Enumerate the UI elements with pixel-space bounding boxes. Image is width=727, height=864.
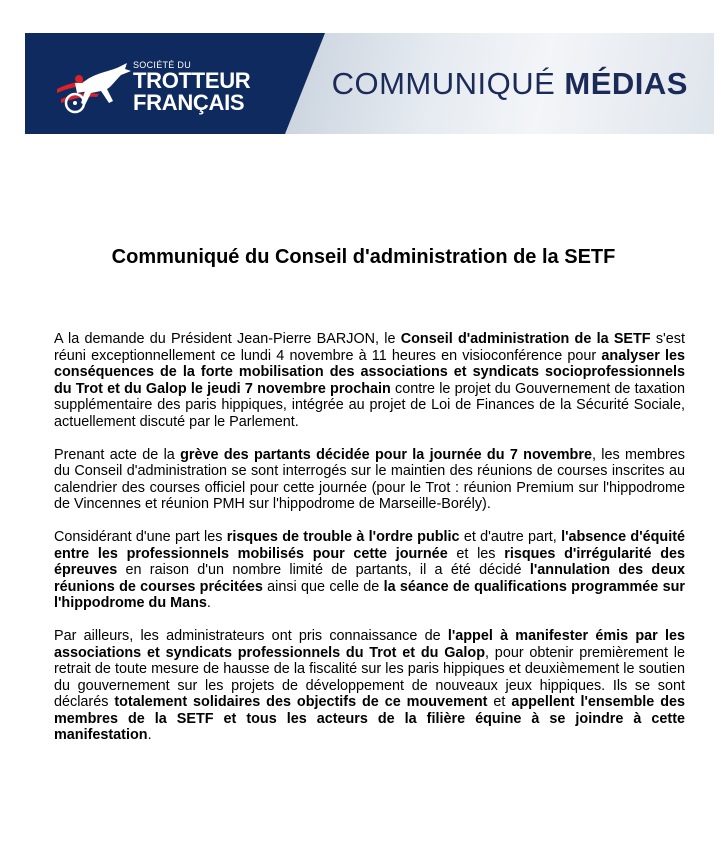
bold-text-run: totalement solidaires des objectifs de ce mouvement (114, 694, 488, 711)
text-run: Prenant acte de la (54, 446, 181, 463)
text-run: Considérant d'une part les (54, 528, 227, 545)
header-banner (25, 33, 714, 134)
paragraph-2 (54, 447, 685, 513)
banner-title-area (285, 33, 714, 134)
bold-text-run: l'absence d'équité entre les professionnels mobilisés pour cette journée (54, 528, 685, 562)
bold-text-run: la séance de qualifications programmée sur l'hippodrome du Mans (54, 578, 685, 612)
text-run: . (147, 727, 152, 744)
text-run: , pour obtenir premièrement le retrait de toute mesure de hausse de la fiscalité sur les paris hippiques et deuxièmement le soutien du gouvernement sur les projets de développement de nouveaux jeux hippiques. Ils se sont déclarés (54, 644, 685, 711)
bold-text-run: Conseil d'administration de la SETF (400, 331, 651, 347)
banner-title (332, 66, 688, 102)
text-run: contre le projet du Gouvernement de taxation supplémentaire des paris hippiques, intégrée au projet de Loi de Finances de la Sécurité Sociale, actuellement discuté par le Parlement. (54, 380, 685, 430)
bold-text-run: risques d'irrégularité des épreuves (54, 545, 686, 579)
text-run: ainsi que celle de (262, 578, 384, 595)
document-body (54, 331, 685, 744)
text-run: et les (447, 545, 505, 562)
document-title: Communiqué du Conseil d'administration de la SETF (111, 246, 616, 268)
text-run: et (487, 694, 512, 711)
bold-text-run: grève des partants décidée pour la journée du 7 novembre (180, 446, 592, 463)
text-run: Par ailleurs, les administrateurs ont pris connaissance de (54, 627, 448, 644)
logo-block (25, 33, 285, 134)
paragraph-1 (54, 331, 685, 431)
text-run: s'est réuni exceptionnellement ce lundi 4 novembre à 11 heures en visioconférence pour (54, 331, 685, 364)
banner-title-part-1: COMMUNIQUÉ (331, 65, 556, 101)
logo-text (133, 60, 283, 114)
text-run: en raison d'un nombre limité de partants, il a été décidé (117, 562, 530, 579)
bold-text-run: l'appel à manifester émis par les associations et syndicats professionnels du Trot et du Galop (54, 627, 685, 661)
bold-text-run: risques de trouble à l'ordre public (226, 528, 460, 545)
bold-text-run: l'annulation des deux réunions de courses précitées (54, 562, 685, 595)
paragraph-4 (54, 628, 685, 744)
text-run: . (206, 595, 211, 612)
logo-line-2: TROTTEUR (133, 68, 251, 93)
logo-line-3: FRANÇAIS (133, 90, 245, 115)
banner-title-part-2: MÉDIAS (564, 65, 688, 101)
bold-text-run: appellent l'ensemble des membres de la SETF et tous les acteurs de la filière équine à se joindre à cette manifestation (54, 694, 685, 744)
paragraph-3 (54, 529, 685, 612)
bold-text-run: analyser les conséquences de la forte mobilisation des associations et syndicats socioprofessionnels du Trot et du Galop le jeudi 7 novembre prochain (54, 347, 685, 397)
logo-line-1: SOCIÉTÉ DU (133, 60, 192, 70)
trotter-horse-icon (55, 59, 135, 117)
text-run: et d'autre part, (459, 528, 562, 545)
text-run: , les membres du Conseil d'administration se sont interrogés sur le maintien des réunions de courses inscrites au calendrier des courses officiel pour cette journée (pour le Trot : réunion Premium sur l'hippodrome de Vincennes et réunion PMH sur l'hippodrome de Marseille-Borély). (54, 446, 685, 513)
text-run: A la demande du Président Jean-Pierre BARJON, le (54, 331, 401, 347)
